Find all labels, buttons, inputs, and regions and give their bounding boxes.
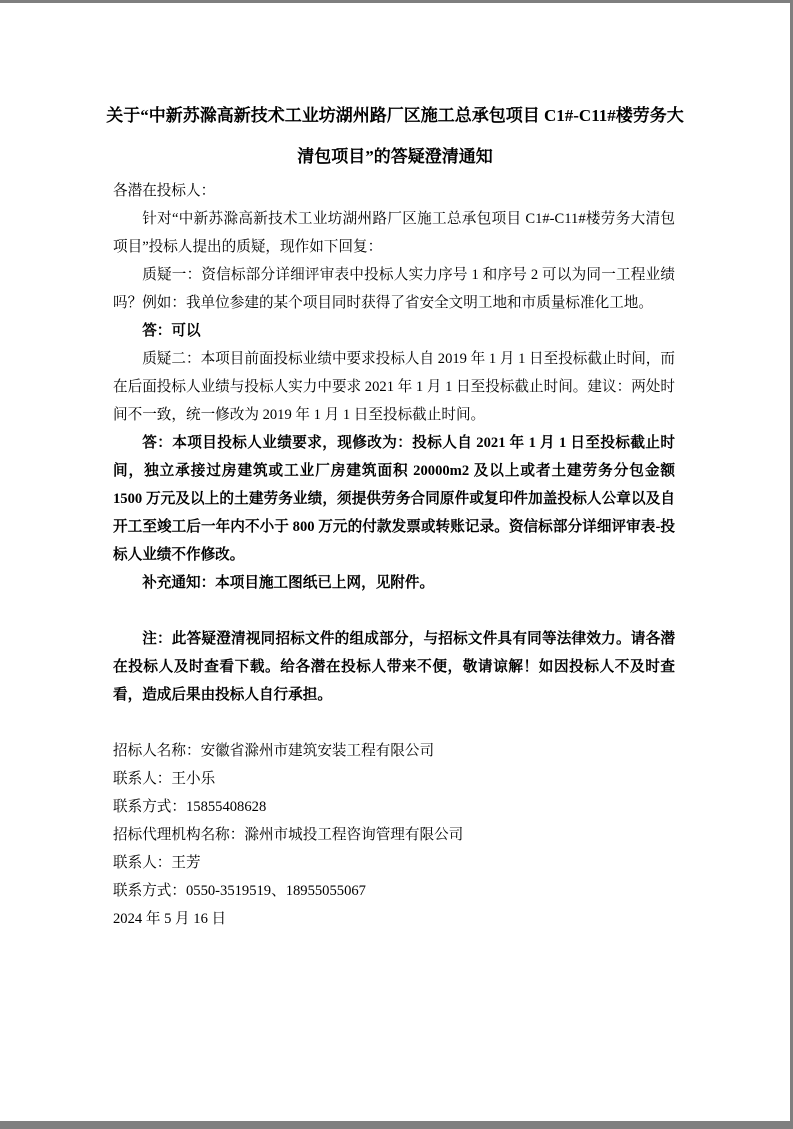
- paragraph-supplementary-notice: 补充通知：本项目施工图纸已上网，见附件。: [142, 575, 435, 591]
- tenderer-contact-phone-line: 联系方式：15855408628: [113, 799, 267, 815]
- contact-section: [113, 737, 675, 933]
- paragraph-answer-1: 答：可以: [142, 323, 201, 339]
- document-date: 2024 年 5 月 16 日: [113, 911, 227, 927]
- document-title-line-1: 关于“中新苏滁高新技术工业坊湖州路厂区施工总承包项目 C1#-C11#楼劳务大: [106, 106, 684, 125]
- document-body: [113, 177, 675, 933]
- paragraph-reply-intro: 针对“中新苏滁高新技术工业坊湖州路厂区施工总承包项目 C1#-C11#楼劳务大清包项目”投标人提出的质疑，现作如下回复：: [113, 211, 675, 255]
- document-page: [0, 3, 790, 1121]
- paragraph-legal-note: 注：此答疑澄清视同招标文件的组成部分，与招标文件具有同等法律效力。请各潜在投标人及时查看下载。给各潜在投标人带来不便，敬请谅解！如因投标人不及时查看，造成后果由投标人自行承担。: [113, 631, 675, 703]
- agency-contact-phone-line: 联系方式：0550-3519519、18955055067: [113, 883, 366, 899]
- paragraph-question-2: 质疑二：本项目前面投标业绩中要求投标人自 2019 年 1 月 1 日至投标截止时间，而在后面投标人业绩与投标人实力中要求 2021 年 1 月 1 日至投标截止时间。建议：两处时间不一致，统一修改为 2019 年 1 月 1 日至投标截止时间。: [113, 351, 675, 423]
- document-title-line-2: 清包项目”的答疑澄清通知: [297, 147, 493, 166]
- paragraph-answer-2: 答：本项目投标人业绩要求，现修改为：投标人自 2021 年 1 月 1 日至投标截止时间，独立承接过房建筑或工业厂房建筑面积 20000m2 及以上或者土建劳务分包金额 1500 万元及以上的土建劳务业绩，须提供劳务合同原件或复印件加盖投标人公章以及自开工至竣工后一年内不小于 800 万元的付款发票或转账记录。资信标部分详细评审表-投标人业绩不作修改。: [113, 435, 675, 563]
- paragraph-question-1: 质疑一：资信标部分详细评审表中投标人实力序号 1 和序号 2 可以为同一工程业绩吗？例如：我单位参建的某个项目同时获得了省安全文明工地和市质量标准化工地。: [113, 267, 675, 311]
- tenderer-contact-person-line: 联系人：王小乐: [113, 771, 216, 787]
- salutation: 各潜在投标人：: [113, 183, 216, 199]
- tenderer-name-line: 招标人名称：安徽省滁州市建筑安装工程有限公司: [113, 743, 435, 759]
- document-title: [0, 3, 790, 177]
- agency-name-line: 招标代理机构名称：滁州市城投工程咨询管理有限公司: [113, 827, 464, 843]
- agency-contact-person-line: 联系人：王芳: [113, 855, 201, 871]
